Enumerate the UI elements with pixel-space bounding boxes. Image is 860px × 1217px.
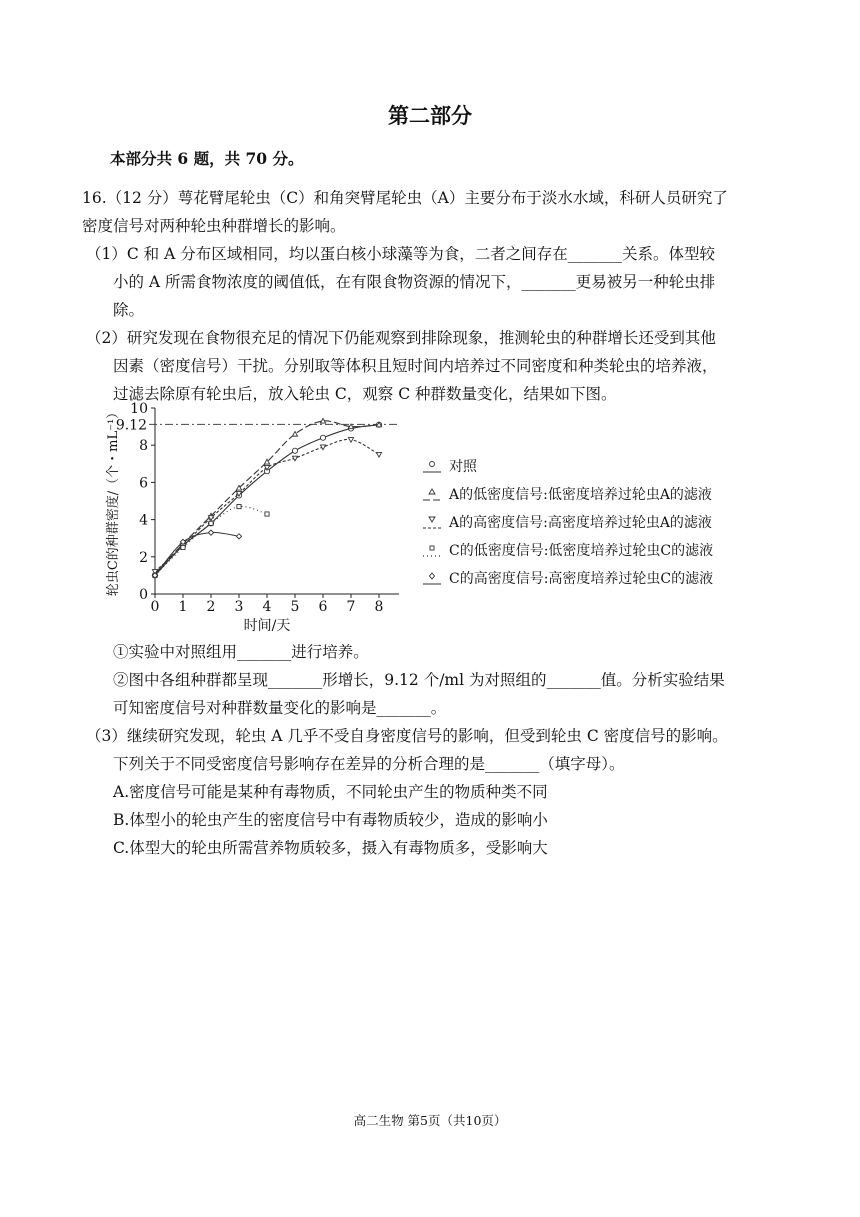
- legend-triangle-down-symbol: [421, 516, 443, 530]
- y-tick-label: 2: [139, 549, 148, 566]
- reference-label: 9.12: [115, 417, 147, 434]
- x-tick-label: 5: [290, 599, 300, 615]
- legend-item: [421, 568, 713, 588]
- data-point-diamond: [208, 530, 213, 535]
- question-line: 密度信号对两种轮虫种群增长的影响。: [82, 217, 346, 235]
- data-point-square: [237, 505, 241, 509]
- x-tick-label: 8: [374, 599, 384, 615]
- x-tick-label: 6: [318, 599, 328, 615]
- legend-item: [421, 540, 713, 560]
- series-line: [155, 421, 379, 574]
- part1-line: （1）C 和 A 分布区域相同，均以蛋白核小球藻等为食，二者之间存在_______关系。体型较: [86, 245, 715, 263]
- x-tick-label: 1: [178, 599, 188, 615]
- part1-line: 小的 A 所需食物浓度的阈值低，在有限食物资源的情况下，_______更易被另一种轮虫排: [113, 273, 716, 291]
- x-tick-label: 0: [150, 599, 160, 615]
- x-tick-label: 7: [346, 599, 356, 615]
- x-tick-label: 2: [206, 599, 216, 615]
- y-axis-label: 轮虫C的种群密度/（个・mL⁻¹）: [106, 405, 121, 597]
- part1-line: 除。: [113, 301, 145, 319]
- part3-line: 下列关于不同受密度信号影响存在差异的分析合理的是_______（填字母）。: [113, 755, 625, 773]
- y-tick-label: 6: [139, 475, 148, 492]
- data-point-circle: [320, 435, 325, 440]
- legend-diamond-symbol: [421, 572, 443, 586]
- legend-item: [421, 512, 712, 532]
- section-title: 第二部分: [388, 103, 472, 128]
- question-2a: ①实验中对照组用_______进行培养。: [113, 643, 369, 661]
- legend-item: [421, 456, 477, 476]
- legend-triangle-up-symbol: [421, 488, 443, 502]
- part2-line: （2）研究发现在食物很充足的情况下仍能观察到排除现象，推测轮虫的种群增长还受到其他: [86, 329, 716, 347]
- legend-label: C的高密度信号:高密度培养过轮虫C的滤液: [449, 571, 714, 587]
- part2-line: 因素（密度信号）干扰。分别取等体积且短时间内培养过不同密度和种类轮虫的培养液，: [113, 357, 718, 375]
- series-line: [155, 425, 379, 576]
- data-point-square: [181, 545, 185, 549]
- legend-label: A的高密度信号:高密度培养过轮虫A的滤液: [449, 515, 712, 531]
- question-2b-line: 可知密度信号对种群数量变化的影响是_______。: [113, 699, 447, 717]
- legend-circle-solid-symbol: [421, 460, 443, 474]
- x-axis-label: 时间/天: [243, 618, 291, 634]
- y-tick-label: 8: [139, 438, 148, 455]
- legend-label: 对照: [449, 459, 477, 475]
- data-point-triangle-down: [376, 452, 381, 457]
- question-line: 16.（12 分）萼花臂尾轮虫（C）和角突臂尾轮虫（A）主要分布于淡水水域，科研人员研究了: [82, 189, 728, 207]
- option-a: A.密度信号可能是某种有毒物质，不同轮虫产生的物质种类不同: [113, 783, 548, 801]
- y-tick-label: 10: [130, 401, 148, 417]
- data-point-square: [265, 512, 269, 516]
- x-tick-label: 3: [234, 599, 244, 615]
- legend-label: A的低密度信号:低密度培养过轮虫A的滤液: [449, 487, 712, 503]
- part3-line: （3）继续研究发现，轮虫 A 几乎不受自身密度信号的影响，但受到轮虫 C 密度信号的影响。: [86, 727, 728, 745]
- option-c: C.体型大的轮虫所需营养物质较多，摄入有毒物质多，受影响大: [113, 839, 548, 857]
- x-tick-label: 4: [262, 599, 272, 615]
- legend-label: C的低密度信号:低密度培养过轮虫C的滤液: [449, 543, 714, 559]
- y-tick-label: 4: [139, 512, 148, 529]
- question-2b-line: ②图中各组种群都呈现_______形增长，9.12 个/ml 为对照组的_______值。分析实验结果: [113, 671, 725, 689]
- data-point-square: [209, 521, 213, 525]
- part2-line: 过滤去除原有轮虫后，放入轮虫 C，观察 C 种群数量变化，结果如下图。: [113, 385, 617, 403]
- legend-square-symbol: [421, 544, 443, 558]
- data-point-circle: [292, 448, 297, 453]
- page-footer: 高二生物 第5页（共10页）: [353, 1113, 507, 1128]
- section-intro: 本部分共 6 题，共 70 分。: [110, 149, 304, 168]
- option-b: B.体型小的轮虫产生的密度信号中有毒物质较少，造成的影响小: [113, 811, 548, 829]
- legend-item: [421, 484, 712, 504]
- data-point-diamond: [236, 534, 241, 539]
- series-line: [155, 532, 239, 575]
- y-tick-label: 0: [139, 587, 148, 603]
- population-chart: [95, 395, 425, 645]
